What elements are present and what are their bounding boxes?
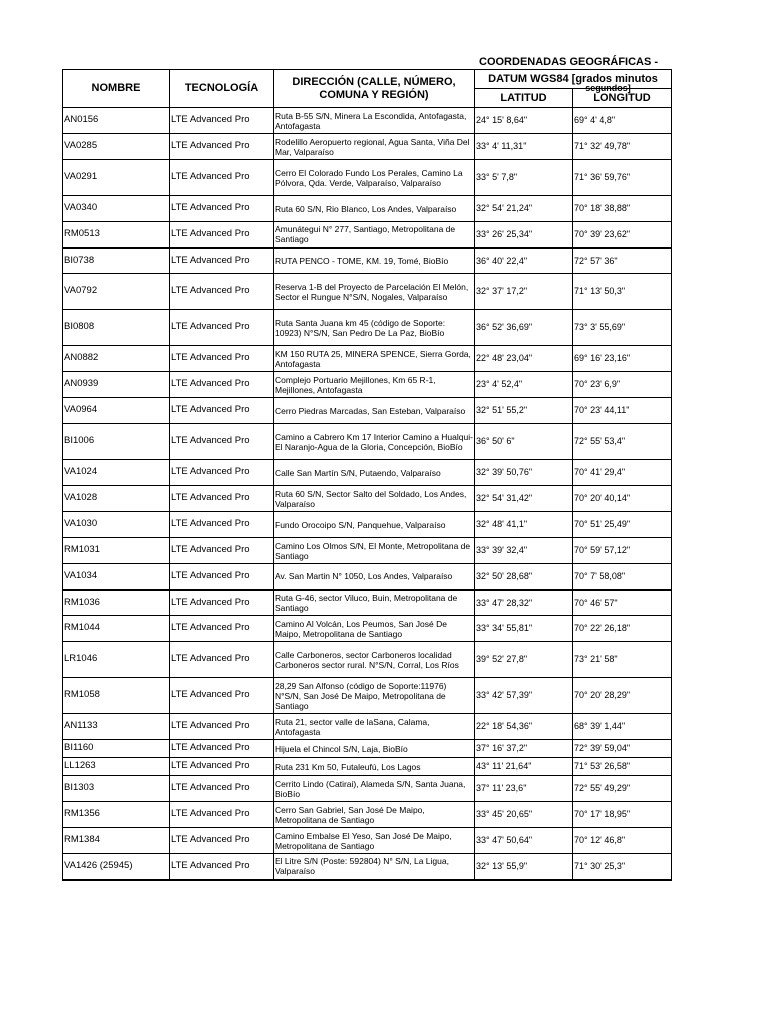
cell-lat: 36° 50' 6" (475, 424, 573, 460)
cell-name: BI0808 (63, 310, 170, 346)
cell-lon: 69° 16' 23,16" (573, 346, 672, 372)
table-row (63, 758, 672, 776)
table-row (63, 196, 672, 222)
cell-name: RM1058 (63, 678, 170, 714)
cell-lon: 70° 51' 25,49" (573, 512, 672, 538)
cell-lon: 70° 20' 28,29" (573, 678, 672, 714)
cell-lon: 69° 4' 4,8" (573, 108, 672, 134)
cell-addr: Reserva 1-B del Proyecto de Parcelación El Melón, Sector el Rungue N°S/N, Nogales, Valparaíso (274, 274, 475, 310)
cell-tech: LTE Advanced Pro (170, 616, 274, 642)
cell-name: VA1030 (63, 512, 170, 538)
cell-addr: Ruta Santa Juana km 45 (código de Soporte: 10923) N°S/N, San Pedro De La Paz, BioBío (274, 310, 475, 346)
table-row (63, 642, 672, 678)
cell-addr: Hijuela el Chincol S/N, Laja, BioBío (274, 740, 475, 758)
cell-tech: LTE Advanced Pro (170, 714, 274, 740)
table-body (63, 108, 672, 880)
cell-addr: Complejo Portuario Mejillones, Km 65 R-1, Mejillones, Antofagasta (274, 372, 475, 398)
cell-tech: LTE Advanced Pro (170, 828, 274, 854)
table-row (63, 160, 672, 196)
cell-lat: 32° 54' 21,24" (475, 196, 573, 222)
cell-addr: Ruta 60 S/N, Rio Blanco, Los Andes, Valparaíso (274, 196, 475, 222)
cell-name: AN0882 (63, 346, 170, 372)
cell-lon: 73° 21' 58" (573, 642, 672, 678)
table-row (63, 108, 672, 134)
cell-name: LR1046 (63, 642, 170, 678)
cell-lat: 33° 42' 57,39" (475, 678, 573, 714)
cell-addr: El Litre S/N (Poste: 592804) N° S/N, La Ligua, Valparaíso (274, 854, 475, 880)
cell-tech: LTE Advanced Pro (170, 590, 274, 616)
cell-name: RM1036 (63, 590, 170, 616)
cell-lon: 70° 23' 6,9" (573, 372, 672, 398)
cell-addr: Calle San Martín S/N, Putaendo, Valparaíso (274, 460, 475, 486)
cell-addr: Camino Embalse El Yeso, San José De Maipo, Metropolitana de Santiago (274, 828, 475, 854)
coord-header-line1: COORDENADAS GEOGRÁFICAS - (479, 56, 659, 68)
cell-name: AN0156 (63, 108, 170, 134)
cell-addr: Ruta 231 Km 50, Futaleufú, Los Lagos (274, 758, 475, 776)
cell-addr: Amunátegui N° 277, Santiago, Metropolitana de Santiago (274, 222, 475, 248)
cell-lat: 32° 50' 28,68" (475, 564, 573, 590)
cell-lat: 33° 4' 11,31" (475, 134, 573, 160)
table-row (63, 776, 672, 802)
coord-header-line3: segundos] (585, 83, 631, 93)
cell-tech: LTE Advanced Pro (170, 160, 274, 196)
cell-lon: 71° 53' 26,58" (573, 758, 672, 776)
cell-lat: 32° 51' 55,2" (475, 398, 573, 424)
cell-lon: 70° 17' 18,95" (573, 802, 672, 828)
cell-tech: LTE Advanced Pro (170, 196, 274, 222)
cell-addr: Ruta B-55 S/N, Minera La Escondida, Antofagasta, Antofagasta (274, 108, 475, 134)
cell-tech: LTE Advanced Pro (170, 424, 274, 460)
cell-addr: Cerrito Lindo (Catirai), Alameda S/N, Santa Juana, BioBío (274, 776, 475, 802)
cell-addr: Rodelillo Aeropuerto regional, Agua Santa, Viña Del Mar, Valparaíso (274, 134, 475, 160)
cell-lat: 32° 54' 31,42" (475, 486, 573, 512)
cell-lon: 70° 12' 46,8" (573, 828, 672, 854)
cell-lat: 36° 52' 36,69" (475, 310, 573, 346)
cell-tech: LTE Advanced Pro (170, 512, 274, 538)
cell-addr: KM 150 RUTA 25, MINERA SPENCE, Sierra Gorda, Antofagasta (274, 346, 475, 372)
cell-lon: 71° 30' 25,3" (573, 854, 672, 880)
header-direccion: DIRECCIÓN (CALLE, NÚMERO, COMUNA Y REGIÓN) (274, 70, 475, 108)
cell-lat: 23° 4' 52,4" (475, 372, 573, 398)
header-nombre: NOMBRE (63, 70, 170, 108)
cell-tech: LTE Advanced Pro (170, 564, 274, 590)
cell-lat: 32° 39' 50,76" (475, 460, 573, 486)
cell-lat: 33° 47' 50,64" (475, 828, 573, 854)
cell-lon: 71° 32' 49,78" (573, 134, 672, 160)
cell-lon: 71° 13' 50,3" (573, 274, 672, 310)
coordinates-header-overflow (479, 56, 669, 69)
cell-addr: Camino a Cabrero Km 17 Interior Camino a Hualqui-El Naranjo-Agua de la Gloria, Concepción, BioBío (274, 424, 475, 460)
cell-lat: 32° 37' 17,2" (475, 274, 573, 310)
cell-lon: 70° 46' 57" (573, 590, 672, 616)
cell-lon: 70° 20' 40,14" (573, 486, 672, 512)
cell-tech: LTE Advanced Pro (170, 248, 274, 274)
table-row (63, 134, 672, 160)
table-row (63, 310, 672, 346)
table-row (63, 802, 672, 828)
cell-tech: LTE Advanced Pro (170, 740, 274, 758)
table-row (63, 486, 672, 512)
cell-lon: 73° 3' 55,69" (573, 310, 672, 346)
cell-tech: LTE Advanced Pro (170, 538, 274, 564)
cell-lat: 36° 40' 22,4" (475, 248, 573, 274)
cell-tech: LTE Advanced Pro (170, 274, 274, 310)
cell-name: VA1028 (63, 486, 170, 512)
table-row (63, 740, 672, 758)
cell-tech: LTE Advanced Pro (170, 776, 274, 802)
cell-addr: Ruta 60 S/N, Sector Salto del Soldado, Los Andes, Valparaíso (274, 486, 475, 512)
table-row (63, 222, 672, 248)
table-row (63, 372, 672, 398)
cell-addr: Camino Al Volcán, Los Peumos, San José De Maipo, Metropolitana de Santiago (274, 616, 475, 642)
cell-lon: 70° 22' 26,18" (573, 616, 672, 642)
cell-tech: LTE Advanced Pro (170, 854, 274, 880)
cell-lat: 37° 11' 23,6" (475, 776, 573, 802)
cell-name: RM1044 (63, 616, 170, 642)
cell-lon: 70° 23' 44,11" (573, 398, 672, 424)
header-latitud-label: LATITUD (500, 91, 547, 104)
cell-tech: LTE Advanced Pro (170, 642, 274, 678)
table-row (63, 564, 672, 590)
cell-name: BI0738 (63, 248, 170, 274)
cell-lat: 33° 47' 28,32" (475, 590, 573, 616)
table-row (63, 424, 672, 460)
cell-lat: 22° 48' 23,04" (475, 346, 573, 372)
cell-addr: RUTA PENCO - TOME, KM. 19, Tomé, BioBío (274, 248, 475, 274)
cell-lat: 43° 11' 21,64" (475, 758, 573, 776)
cell-lat: 33° 5' 7,8" (475, 160, 573, 196)
table-row (63, 460, 672, 486)
cell-lon: 71° 36' 59,76" (573, 160, 672, 196)
cell-name: RM1356 (63, 802, 170, 828)
cell-lat: 32° 48' 41,1" (475, 512, 573, 538)
header-longitud (573, 83, 672, 108)
sites-table (62, 69, 672, 881)
cell-tech: LTE Advanced Pro (170, 108, 274, 134)
cell-tech: LTE Advanced Pro (170, 134, 274, 160)
cell-name: AN0939 (63, 372, 170, 398)
cell-addr: Camino Los Olmos S/N, El Monte, Metropolitana de Santiago (274, 538, 475, 564)
cell-lat: 39° 52' 27,8" (475, 642, 573, 678)
cell-name: VA1426 (25945) (63, 854, 170, 880)
cell-lon: 70° 7' 58,08" (573, 564, 672, 590)
cell-addr: Ruta 21, sector valle de laSana, Calama, Antofagasta (274, 714, 475, 740)
cell-name: BI1303 (63, 776, 170, 802)
cell-name: AN1133 (63, 714, 170, 740)
table-row (63, 828, 672, 854)
table-row (63, 274, 672, 310)
cell-lat: 22° 18' 54,36" (475, 714, 573, 740)
cell-tech: LTE Advanced Pro (170, 758, 274, 776)
table-row (63, 398, 672, 424)
cell-tech: LTE Advanced Pro (170, 398, 274, 424)
cell-lat: 32° 13' 55,9" (475, 854, 573, 880)
cell-lat: 37° 16' 37,2" (475, 740, 573, 758)
table-row (63, 678, 672, 714)
table-row (63, 590, 672, 616)
cell-lat: 33° 34' 55,81" (475, 616, 573, 642)
cell-lon: 68° 39' 1,44" (573, 714, 672, 740)
cell-lat: 33° 26' 25,34" (475, 222, 573, 248)
cell-name: RM1384 (63, 828, 170, 854)
cell-name: VA0964 (63, 398, 170, 424)
cell-name: RM0513 (63, 222, 170, 248)
cell-name: VA0285 (63, 134, 170, 160)
cell-lat: 33° 39' 32,4" (475, 538, 573, 564)
cell-lon: 72° 57' 36" (573, 248, 672, 274)
cell-tech: LTE Advanced Pro (170, 486, 274, 512)
table-row (63, 346, 672, 372)
cell-addr: Fundo Orocoipo S/N, Panquehue, Valparaíso (274, 512, 475, 538)
cell-tech: LTE Advanced Pro (170, 346, 274, 372)
cell-lon: 72° 39' 59,04" (573, 740, 672, 758)
cell-lon: 70° 18' 38,88" (573, 196, 672, 222)
cell-lon: 70° 59' 57,12" (573, 538, 672, 564)
table-row (63, 854, 672, 880)
coord-header-line2: DATUM WGS84 [grados minutos (488, 72, 658, 85)
cell-name: BI1160 (63, 740, 170, 758)
cell-name: VA0792 (63, 274, 170, 310)
cell-lon: 70° 41' 29,4" (573, 460, 672, 486)
cell-tech: LTE Advanced Pro (170, 460, 274, 486)
cell-tech: LTE Advanced Pro (170, 678, 274, 714)
cell-addr: Av. San Martin N° 1050, Los Andes, Valparaíso (274, 564, 475, 590)
table-row (63, 512, 672, 538)
header-longitud-label: LONGITUD (593, 92, 651, 104)
cell-name: VA1024 (63, 460, 170, 486)
cell-addr: Cerro Piedras Marcadas, San Esteban, Valparaíso (274, 398, 475, 424)
cell-addr: Calle Carboneros, sector Carboneros localidad Carboneros sector rural. N°S/N, Corral, Los Ríos (274, 642, 475, 678)
table-row (63, 616, 672, 642)
cell-name: LL1263 (63, 758, 170, 776)
cell-tech: LTE Advanced Pro (170, 310, 274, 346)
cell-name: RM1031 (63, 538, 170, 564)
cell-name: VA0291 (63, 160, 170, 196)
table-row (63, 538, 672, 564)
cell-lon: 72° 55' 53,4" (573, 424, 672, 460)
cell-lon: 70° 39' 23,62" (573, 222, 672, 248)
table-row (63, 714, 672, 740)
header-tecnologia: TECNOLOGÍA (170, 70, 274, 108)
cell-tech: LTE Advanced Pro (170, 372, 274, 398)
cell-name: BI1006 (63, 424, 170, 460)
cell-lat: 24° 15' 8,64" (475, 108, 573, 134)
cell-tech: LTE Advanced Pro (170, 802, 274, 828)
cell-addr: 28,29 San Alfonso (código de Soporte:11976) N°S/N, San José De Maipo, Metropolitana de Santiago (274, 678, 475, 714)
cell-name: VA1034 (63, 564, 170, 590)
cell-addr: Cerro San Gabriel, San José De Maipo, Metropolitana de Santiago (274, 802, 475, 828)
cell-lon: 72° 55' 49,29" (573, 776, 672, 802)
cell-lat: 33° 45' 20,65" (475, 802, 573, 828)
table-row (63, 248, 672, 274)
cell-addr: Cerro El Colorado Fundo Los Perales, Camino La Pólvora, Qda. Verde, Valparaíso, Valparaíso (274, 160, 475, 196)
cell-name: VA0340 (63, 196, 170, 222)
cell-tech: LTE Advanced Pro (170, 222, 274, 248)
cell-addr: Ruta G-46, sector Viluco, Buin, Metropolitana de Santiago (274, 590, 475, 616)
